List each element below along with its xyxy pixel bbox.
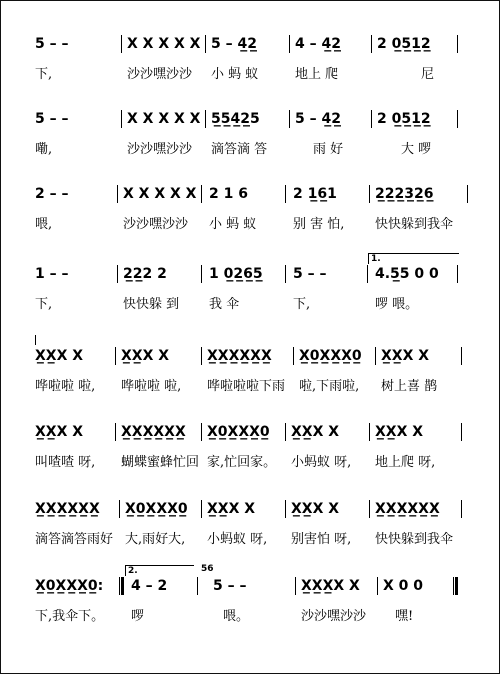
barline xyxy=(367,265,368,283)
measure: X̲X̲X X xyxy=(291,424,340,440)
lyric: 哗啦啦啦下雨 xyxy=(207,379,286,394)
notation-line xyxy=(1,33,499,55)
barline xyxy=(115,423,116,441)
notation-line xyxy=(1,183,499,205)
barline xyxy=(371,110,372,128)
measure: X̲X̲X̲X X xyxy=(301,578,360,594)
barline xyxy=(461,347,462,365)
lyrics-line xyxy=(1,530,499,550)
score-system-2 xyxy=(1,108,499,168)
score-system-1 xyxy=(1,33,499,93)
lyric: 叫喳喳 呀, xyxy=(35,455,96,470)
measure: X̲X̲X X xyxy=(121,348,170,364)
lyrics-line xyxy=(1,607,499,627)
lyric: 哗啦啦 啦, xyxy=(121,379,182,394)
barline xyxy=(289,110,290,128)
lyric: 雨 好 xyxy=(313,142,344,157)
lyric: 嘿! xyxy=(395,609,414,624)
lyric: 滴答滴答雨好 xyxy=(35,532,114,547)
lyric: 家,忙回家。 xyxy=(207,455,277,470)
lyric: 滴答滴 答 xyxy=(211,142,268,157)
score-system-6 xyxy=(1,421,499,481)
lyrics-line xyxy=(1,65,499,85)
measure: 4.5̲5 0 0 xyxy=(375,266,439,282)
notation-line xyxy=(1,498,499,520)
barline xyxy=(121,110,122,128)
lyric: 快快躲到我伞 xyxy=(375,217,454,232)
lyric: 小 蚂 蚁 xyxy=(209,217,257,232)
measure: 5̲5̲4̲2̲5 xyxy=(211,111,260,127)
measure: 2 1 6 xyxy=(209,186,248,202)
lyric: 大,雨好大, xyxy=(125,532,186,547)
measure: 5 – – xyxy=(35,36,69,52)
barline xyxy=(205,110,206,128)
lyric: 蝴蝶蜜蜂忙回 xyxy=(121,455,200,470)
lyric: 小蚂蚁 呀, xyxy=(207,532,268,547)
barline xyxy=(201,423,202,441)
notation-line xyxy=(1,564,499,597)
measure: 4 – 4̲2̲ xyxy=(295,36,341,52)
lyric: 地上 爬 xyxy=(295,67,339,82)
measure: X̲0̲X̲X̲X̲0̲ xyxy=(207,424,270,440)
grace-notes: 56 xyxy=(201,564,214,574)
lyrics-line xyxy=(1,295,499,315)
barline xyxy=(201,500,202,518)
score-system-8 xyxy=(1,564,499,635)
notation-line xyxy=(1,254,499,285)
lyric: 别害怕 呀, xyxy=(291,532,352,547)
notation-line xyxy=(1,345,499,367)
barline xyxy=(285,423,286,441)
barline xyxy=(457,265,458,283)
measure: X X X X X xyxy=(127,36,201,52)
lyric: 大 啰 xyxy=(401,142,432,157)
measure: 2 1̲6̲1 xyxy=(293,186,337,202)
barline xyxy=(369,500,370,518)
measure: 5 – – xyxy=(35,111,69,127)
measure: X 0 0 xyxy=(383,578,424,594)
lyrics-line xyxy=(1,140,499,160)
barline xyxy=(295,577,296,595)
barline xyxy=(117,265,118,283)
lyric: 沙沙嘿沙沙 xyxy=(127,67,193,82)
measure: X̲X̲X̲X̲X̲X̲ xyxy=(207,348,272,364)
lyric: 沙沙嘿沙沙 xyxy=(127,142,193,157)
section-mark xyxy=(35,335,36,345)
measure: 2 0̲5̲1̲2̲ xyxy=(377,36,431,52)
score-system-4 xyxy=(1,254,499,323)
lyric: 别 害 怕, xyxy=(293,217,345,232)
barline xyxy=(293,347,294,365)
notation-line xyxy=(1,421,499,443)
measure: 2 0̲5̲1̲2̲ xyxy=(377,111,431,127)
lyric: 啦,下雨啦, xyxy=(299,379,360,394)
measure: 2 – – xyxy=(35,186,69,202)
lyric: 下, xyxy=(35,67,53,82)
barline xyxy=(377,577,378,595)
measure: X̲X̲X̲X̲X̲X̲ xyxy=(121,424,186,440)
barline xyxy=(371,35,372,53)
barline xyxy=(369,423,370,441)
barline xyxy=(121,35,122,53)
lyric: 下, xyxy=(293,297,311,312)
lyric: 哗啦啦 啦, xyxy=(35,379,96,394)
barline xyxy=(117,185,118,203)
lyric: 小蚂蚁 呀, xyxy=(291,455,352,470)
lyric: 嘞, xyxy=(35,142,53,157)
lyric: 下, xyxy=(35,297,53,312)
barline xyxy=(457,110,458,128)
repeat-barline xyxy=(119,577,124,595)
barline xyxy=(197,577,198,595)
measure: X̲0̲X̲X̲X̲0̲ xyxy=(299,348,362,364)
barline xyxy=(461,500,462,518)
second-ending-bracket: 2. xyxy=(125,565,194,576)
lyric: 沙沙嘿沙沙 xyxy=(301,609,367,624)
measure: 1 0̲2̲6̲5̲ xyxy=(209,266,263,282)
lyric: 快快躲 到 xyxy=(123,297,180,312)
barline xyxy=(375,347,376,365)
measure: 2̲2̲2̲3̲2̲6̲ xyxy=(375,186,434,202)
notation-line xyxy=(1,108,499,130)
lyric: 啰 喂。 xyxy=(375,297,419,312)
measure: 2̲2̲2 2 xyxy=(123,266,167,282)
barline xyxy=(115,347,116,365)
score-system-7 xyxy=(1,498,499,558)
barline xyxy=(285,265,286,283)
lyrics-line xyxy=(1,377,499,397)
final-barline xyxy=(453,577,458,595)
measure: 1 – – xyxy=(35,266,69,282)
barline xyxy=(457,35,458,53)
measure: X X X X X xyxy=(123,186,197,202)
barline xyxy=(119,500,120,518)
barline xyxy=(201,347,202,365)
measure: X̲0̲X̲X̲X̲0̲: xyxy=(35,578,104,594)
lyrics-line xyxy=(1,215,499,235)
measure: X̲X̲X X xyxy=(207,501,256,517)
barline xyxy=(369,185,370,203)
first-ending-bracket: 1. xyxy=(368,253,459,264)
lyric: 喂。 xyxy=(223,609,250,624)
lyric: 我 伞 xyxy=(209,297,240,312)
measure: X̲X̲X X xyxy=(291,501,340,517)
barline xyxy=(285,500,286,518)
measure: X̲X̲X X xyxy=(375,424,424,440)
lyric: 地上爬 呀, xyxy=(375,455,436,470)
measure: 5 – – xyxy=(293,266,327,282)
measure: X̲X̲X̲X̲X̲X̲ xyxy=(35,501,100,517)
lyric: 喂, xyxy=(35,217,53,232)
barline xyxy=(285,185,286,203)
lyric: 下,我伞下。 xyxy=(35,609,105,624)
measure: X̲0̲X̲X̲X̲0̲ xyxy=(125,501,188,517)
lyric: 沙沙嘿沙沙 xyxy=(123,217,189,232)
lyric: 尼 xyxy=(421,67,435,82)
barline xyxy=(201,265,202,283)
barline xyxy=(205,35,206,53)
lyric: 啰 xyxy=(131,609,145,624)
measure: 4 – 2 xyxy=(131,578,168,594)
lyric: 树上喜 鹊 xyxy=(381,379,438,394)
lyric: 快快躲到我伞 xyxy=(375,532,454,547)
measure: X̲X̲X̲X̲X̲X̲ xyxy=(375,501,440,517)
lyrics-line xyxy=(1,453,499,473)
measure: X X X X X xyxy=(127,111,201,127)
measure: X̲X̲X X xyxy=(35,424,84,440)
barline xyxy=(461,423,462,441)
measure: 5 – 4̲2̲ xyxy=(211,36,257,52)
measure: X̲X̲X X xyxy=(381,348,430,364)
measure: 5 – – xyxy=(213,578,247,594)
measure: 5 – 4̲2̲ xyxy=(295,111,341,127)
measure: X̲X̲X X xyxy=(35,348,84,364)
lyric: 小 蚂 蚁 xyxy=(211,67,259,82)
score-system-5 xyxy=(1,345,499,405)
barline xyxy=(289,35,290,53)
score-system-3 xyxy=(1,183,499,243)
barline xyxy=(467,185,468,203)
barline xyxy=(201,185,202,203)
